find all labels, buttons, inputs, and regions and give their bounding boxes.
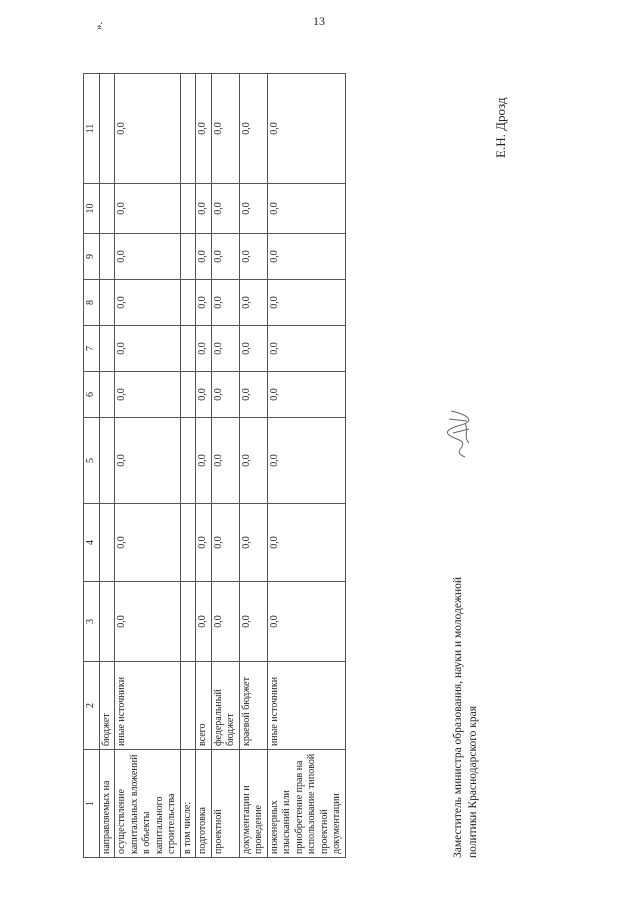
table-cell-value: 0,0 [115,582,181,662]
budget-table [83,73,346,858]
table-row [267,74,345,858]
table-cell-value: 0,0 [239,184,267,234]
table-cell-value [99,418,115,504]
table-cell-value [180,184,196,234]
column-number-3: 3 [84,582,100,662]
table-row [99,74,115,858]
row-description: документации и проведение [239,750,267,858]
table-cell-value: 0,0 [115,234,181,280]
table-cell-value: 0,0 [196,74,212,184]
table-cell-value: 0,0 [239,418,267,504]
column-number-2: 2 [84,662,100,750]
row-description: инженерных изысканий или приобретение прав на использование типовой проектной документации [267,750,345,858]
table-cell-value: 0,0 [211,74,239,184]
table-cell-value: 0,0 [211,280,239,326]
table-cell-value: 0,0 [239,74,267,184]
funding-source: бюджет [99,662,115,750]
table-cell-value [99,74,115,184]
table-cell-value: 0,0 [196,234,212,280]
table-cell-value [99,372,115,418]
table-cell-value: 0,0 [115,326,181,372]
table-row [180,74,196,858]
table-row [196,74,212,858]
table-cell-value [99,582,115,662]
table-cell-value: 0,0 [267,418,345,504]
table-row [115,74,181,858]
column-number-9: 9 [84,234,100,280]
row-description: осуществление капитальных вложений в объекты капитального строительства [115,750,181,858]
table-cell-value: 0,0 [196,184,212,234]
table-cell-value: 0,0 [196,372,212,418]
table-cell-value: 0,0 [211,234,239,280]
funding-source: иные источники [115,662,181,750]
table-cell-value: 0,0 [211,582,239,662]
column-number-1: 1 [84,750,100,858]
table-cell-value [180,418,196,504]
table-cell-value: 0,0 [196,280,212,326]
table-cell-value [180,326,196,372]
table-cell-value [180,74,196,184]
row-description: в том числе: [180,750,196,858]
row-description: подготовка [196,750,212,858]
table-cell-value: 0,0 [211,418,239,504]
table-row [211,74,239,858]
table-cell-value [99,504,115,582]
column-number-10: 10 [84,184,100,234]
funding-source: федеральный бюджет [211,662,239,750]
handwritten-signature [439,403,479,463]
table-cell-value [99,326,115,372]
table-cell-value: 0,0 [115,372,181,418]
table-cell-value [180,372,196,418]
column-number-11: 11 [84,74,100,184]
table-cell-value [180,280,196,326]
table-cell-value [99,280,115,326]
table-cell-value: 0,0 [239,280,267,326]
table-cell-value: 0,0 [196,418,212,504]
signature-position: Заместитель министра образования, науки и молодежной политики Краснодарского края [452,576,479,858]
funding-source: всего [196,662,212,750]
table-cell-value: 0,0 [267,582,345,662]
table-cell-value: 0,0 [267,184,345,234]
table-cell-value: 0,0 [196,582,212,662]
table-cell-value: 0,0 [211,504,239,582]
funding-source [180,662,196,750]
table-cell-value: 0,0 [239,582,267,662]
table-cell-value [99,234,115,280]
column-number-8: 8 [84,280,100,326]
table-cell-value: 0,0 [267,504,345,582]
column-number-7: 7 [84,326,100,372]
table-cell-value [180,504,196,582]
table-cell-value: 0,0 [211,184,239,234]
table-cell-value: 0,0 [115,504,181,582]
table-cell-value: 0,0 [267,326,345,372]
table-header-row [84,74,100,858]
table-cell-value: 0,0 [115,184,181,234]
table-row [239,74,267,858]
column-number-6: 6 [84,372,100,418]
signatory-name: Е.Н. Дрозд [493,97,508,158]
closing-quote: ». [93,21,105,30]
table-cell-value [180,234,196,280]
row-description: направляемых на [99,750,115,858]
table-cell-value [180,582,196,662]
table-cell-value: 0,0 [211,372,239,418]
table-cell-value: 0,0 [239,504,267,582]
column-number-4: 4 [84,504,100,582]
table-cell-value: 0,0 [115,280,181,326]
table-cell-value: 0,0 [267,234,345,280]
table-cell-value: 0,0 [239,234,267,280]
table-cell-value: 0,0 [115,74,181,184]
table-cell-value [99,184,115,234]
funding-source: краевой бюджет [239,662,267,750]
table-cell-value: 0,0 [267,74,345,184]
column-number-5: 5 [84,418,100,504]
table-cell-value: 0,0 [115,418,181,504]
row-description: проектной [211,750,239,858]
page-number: 13 [313,14,325,28]
funding-source: иные источники [267,662,345,750]
table-cell-value: 0,0 [211,326,239,372]
table-cell-value: 0,0 [267,372,345,418]
table-cell-value: 0,0 [196,326,212,372]
table-cell-value: 0,0 [239,372,267,418]
table-cell-value: 0,0 [196,504,212,582]
table-cell-value: 0,0 [267,280,345,326]
table-cell-value: 0,0 [239,326,267,372]
